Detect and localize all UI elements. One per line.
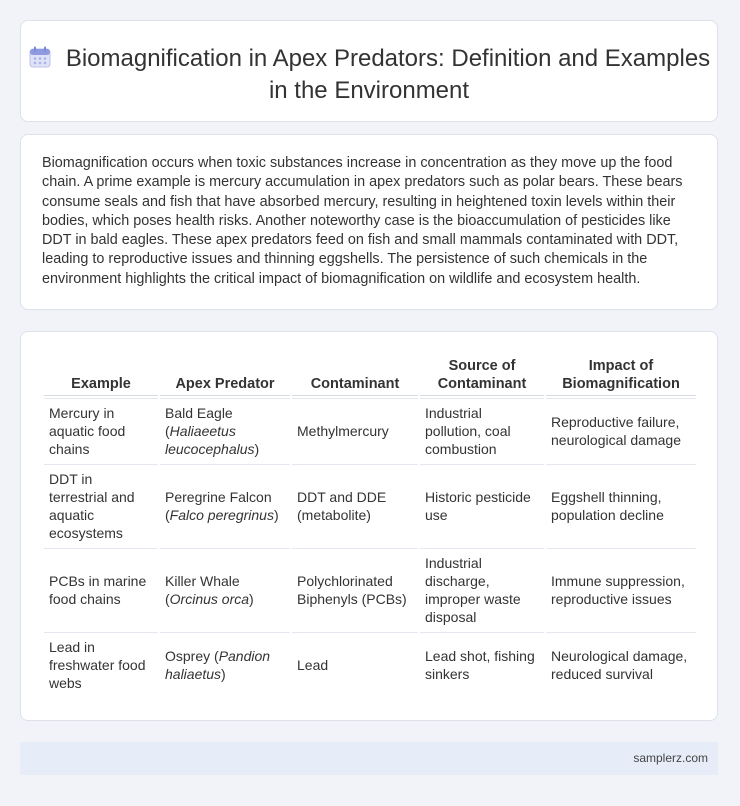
cell-impact: Reproductive failure, neurological damage	[546, 398, 696, 462]
title-card	[20, 20, 718, 122]
cell-predator	[160, 548, 290, 630]
cell-contaminant: Polychlorinated Biphenyls (PCBs)	[292, 548, 418, 630]
header-impact: Impact of Biomagnification	[546, 355, 696, 396]
predator-common-name: Bald Eagle (	[165, 404, 233, 439]
header-source: Source of Contaminant	[420, 355, 544, 396]
predator-paren-close: )	[254, 440, 260, 457]
header-example: Example	[44, 355, 158, 396]
cell-example: PCBs in marine food chains	[44, 548, 158, 630]
cell-contaminant: DDT and DDE (metabolite)	[292, 464, 418, 546]
table-card	[20, 331, 718, 721]
cell-example: Mercury in aquatic food chains	[44, 398, 158, 462]
predator-scientific-name: Pandion haliaetus	[165, 647, 271, 682]
header-apex-predator: Apex Predator	[160, 355, 290, 396]
table-row	[44, 464, 696, 546]
table-row	[44, 548, 696, 630]
predator-common-name: Osprey (	[165, 647, 219, 664]
calendar-icon	[28, 45, 52, 76]
cell-contaminant: Methylmercury	[292, 398, 418, 462]
footer-site-link[interactable]: samplerz.com	[633, 751, 708, 765]
cell-example: DDT in terrestrial and aquatic ecosystems	[44, 464, 158, 546]
header-contaminant: Contaminant	[292, 355, 418, 396]
predator-scientific-name: Falco peregrinus	[169, 506, 274, 523]
predator-common-name: Peregrine Falcon (	[165, 488, 272, 523]
table-row	[44, 398, 696, 462]
cell-source: Lead shot, fishing sinkers	[420, 632, 544, 696]
intro-card	[20, 134, 718, 310]
page-title-text: Biomagnification in Apex Predators: Definition and Examples in the Environment	[65, 45, 711, 104]
predator-scientific-name: Haliaeetus leucocephalus	[165, 422, 255, 457]
predator-paren-close: )	[221, 665, 226, 682]
cell-impact: Neurological damage, reduced survival	[546, 632, 696, 696]
predator-paren-close: )	[273, 506, 279, 523]
intro-paragraph: Biomagnification occurs when toxic substances increase in concentration as they move up the food chain. A prime example is mercury accumulation in apex predators such as polar bears. These bears consume seals and fish that have absorbed mercury, resulting in heightened toxin levels within their bodies, which poses health risks. Another noteworthy case is the bioaccumulation of pesticides like DDT in bald eagles. These apex predators feed on fish and small mammals contaminated with DDT, leading to reproductive issues and thinning eggshells. The persistence of such chemicals in the environment highlights the critical impact of biomagnification on wildlife and ecosystem health.	[42, 155, 683, 287]
page-title	[21, 44, 717, 105]
table-row	[44, 632, 696, 696]
footer	[20, 742, 718, 775]
predator-common-name: Killer Whale (	[165, 572, 240, 607]
predator-paren-close: )	[249, 590, 254, 607]
predator-scientific-name: Orcinus orca	[169, 590, 250, 607]
cell-example: Lead in freshwater food webs	[44, 632, 158, 696]
cell-impact: Eggshell thinning, population decline	[546, 464, 696, 546]
cell-predator	[160, 632, 290, 696]
biomagnification-table	[42, 353, 698, 698]
cell-impact: Immune suppression, reproductive issues	[546, 548, 696, 630]
cell-source: Historic pesticide use	[420, 464, 544, 546]
cell-contaminant: Lead	[292, 632, 418, 696]
cell-predator	[160, 398, 290, 462]
cell-source: Industrial discharge, improper waste disposal	[420, 548, 544, 630]
table-header-row	[44, 355, 696, 396]
cell-predator	[160, 464, 290, 546]
cell-source: Industrial pollution, coal combustion	[420, 398, 544, 462]
